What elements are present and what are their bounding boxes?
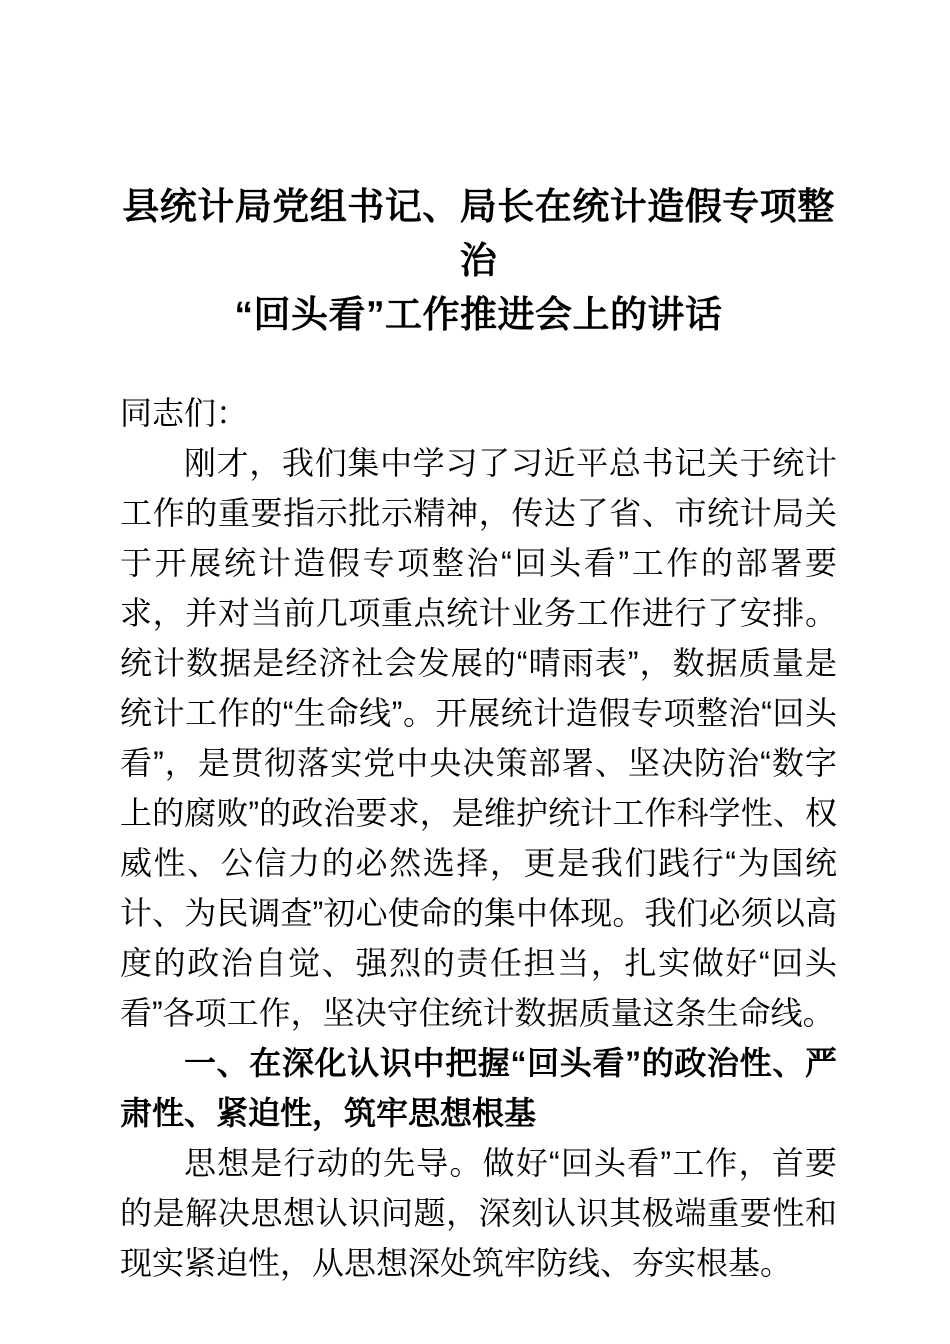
paragraph-section-1-body: 思想是行动的先导。做好“回头看”工作，首要的是解决思想认识问题，深刻认识其极端重要性和现实紧迫性，从思想深处筑牢防线、夯实根基。 bbox=[120, 1145, 837, 1281]
title-line-2: “回头看”工作推进会上的讲话 bbox=[234, 294, 723, 335]
document-title bbox=[120, 180, 837, 342]
section-heading-1: 一、在深化认识中把握“回头看”的政治性、严肃性、紧迫性，筑牢思想根基 bbox=[120, 1045, 837, 1131]
title-line-1: 县统计局党组书记、局长在统计造假专项整治 bbox=[122, 186, 835, 281]
paragraph-intro: 刚才，我们集中学习了习近平总书记关于统计工作的重要指示批示精神，传达了省、市统计局关于开展统计造假专项整治“回头看”工作的部署要求，并对当前几项重点统计业务工作进行了安排。统计数据是经济社会发展的“晴雨表”，数据质量是统计工作的“生命线”。开展统计造假专项整治“回头看”，是贯彻落实党中央决策部署、坚决防治“数字上的腐败”的政治要求，是维护统计工作科学性、权威性、公信力的必然选择，更是我们践行“为国统计、为民调查”初心使命的集中体现。我们必须以高度的政治自觉、强烈的责任担当，扎实做好“回头看”各项工作，坚决守住统计数据质量这条生命线。 bbox=[120, 445, 837, 1031]
salutation: 同志们： bbox=[120, 395, 249, 431]
document-body bbox=[120, 388, 837, 1288]
